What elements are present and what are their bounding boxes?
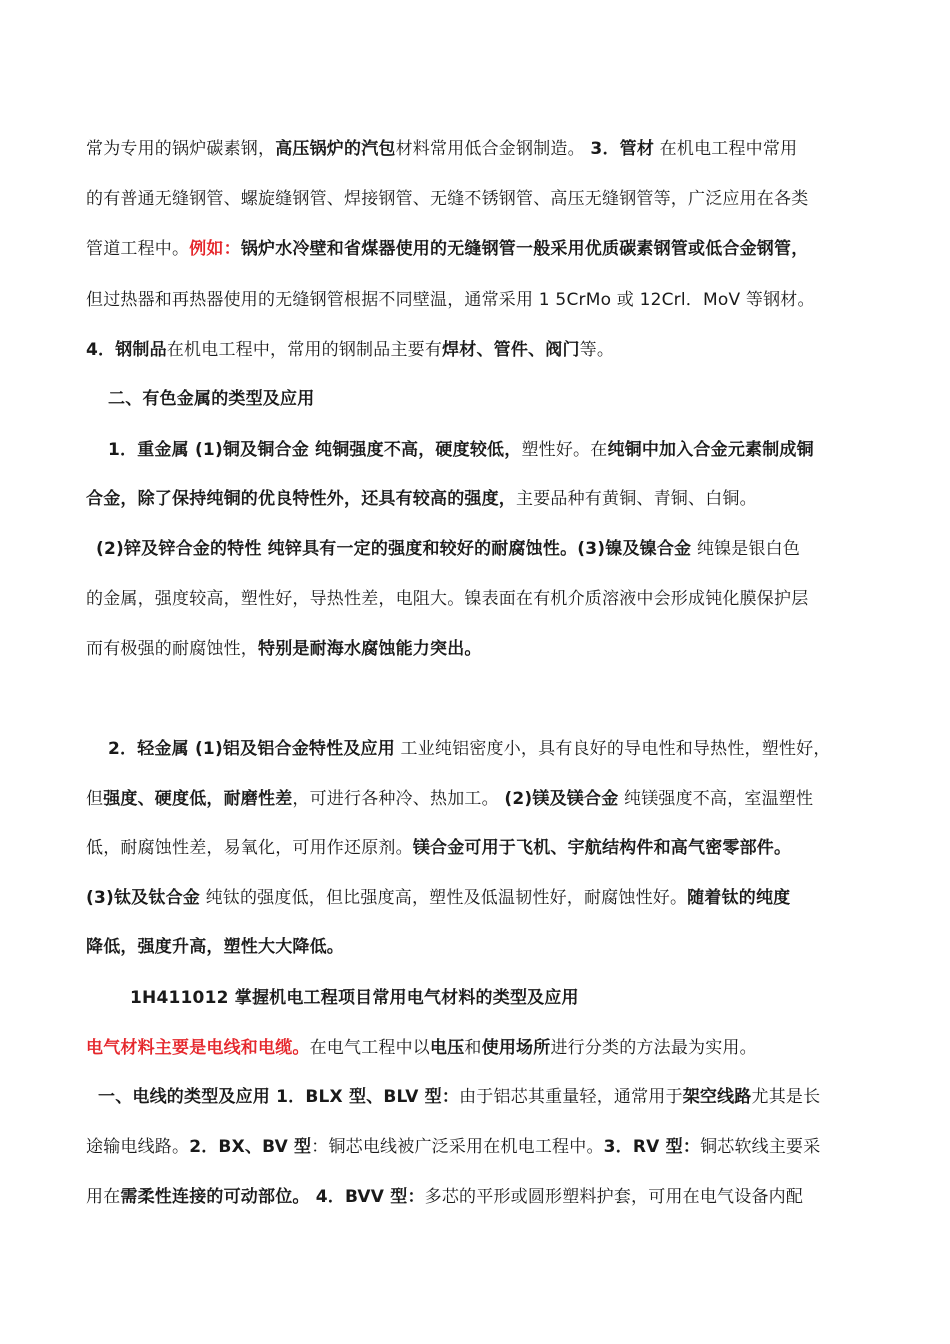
text-run: 用在 bbox=[86, 1187, 121, 1207]
text-line bbox=[86, 836, 791, 860]
bold-text: 降低，强度升高，塑性大大降低。 bbox=[86, 937, 344, 957]
text-run: 进行分类的方法最为实用。 bbox=[550, 1038, 757, 1058]
text-run: ：铜芯电线被广泛采用在机电工程中。 bbox=[311, 1137, 604, 1157]
text-run: ，可进行各种冷、热加工。 bbox=[292, 789, 505, 809]
text-line bbox=[86, 237, 808, 261]
text-run: 管道工程中。 bbox=[86, 239, 190, 259]
bold-text: 合金，除了保持纯铜的优良特性外，还具有较高的强度， bbox=[86, 489, 516, 509]
bold-text: 特别是耐海水腐蚀能力突出。 bbox=[258, 639, 482, 659]
text-line bbox=[86, 187, 808, 211]
text-line bbox=[86, 137, 797, 161]
text-line bbox=[86, 587, 808, 611]
text-run: 由于铝芯其重量轻，通常用于 bbox=[459, 1087, 683, 1107]
text-line bbox=[86, 487, 757, 511]
bold-text: 4．钢制品 bbox=[86, 340, 167, 360]
text-run: 纯镁强度不高，室温塑性 bbox=[618, 789, 814, 809]
bold-text: 1H411012 掌握机电工程项目常用电气材料的类型及应用 bbox=[130, 988, 579, 1008]
bold-text: (3)钛及钛合金 bbox=[86, 888, 200, 908]
red-highlight: 电气材料主要是电线和电缆。 bbox=[86, 1038, 310, 1058]
text-run: 途输电线路。 bbox=[86, 1137, 190, 1157]
bold-text: 锅炉水冷壁和省煤器使用的无缝钢管一般采用优质碳素钢管或低合金钢管， bbox=[240, 239, 809, 259]
bold-text: 3．管材 bbox=[590, 139, 655, 159]
text-run: 工业纯铝密度小，具有良好的导电性和导热性，塑性好， bbox=[394, 739, 831, 759]
text-line bbox=[98, 1085, 820, 1109]
text-run: 塑性好。在 bbox=[521, 440, 608, 460]
bold-text: 强度、硬度低，耐磨性差 bbox=[103, 789, 293, 809]
text-run: 在机电工程中，常用的钢制品主要有 bbox=[166, 340, 443, 360]
text-run: 常为专用的锅炉碳素钢， bbox=[86, 139, 276, 159]
text-run: 纯钛的强度低，但比强度高，塑性及低温韧性好，耐腐蚀性好。 bbox=[199, 888, 688, 908]
text-line bbox=[96, 537, 800, 561]
bold-text: 架空线路 bbox=[682, 1087, 752, 1107]
text-run: 的有普通无缝钢管、螺旋缝钢管、焊接钢管、无缝不锈钢管、高压无缝钢管等，广泛应用在各类 bbox=[86, 189, 809, 209]
text-run: 但 bbox=[86, 789, 104, 809]
bold-text: 2．BX、BV 型 bbox=[189, 1137, 312, 1157]
section-heading bbox=[108, 387, 314, 411]
text-line bbox=[86, 288, 815, 312]
text-line bbox=[86, 1185, 803, 1209]
bold-text: 一、电线的类型及应用 1．BLX 型、BLV 型： bbox=[98, 1087, 460, 1107]
text-line bbox=[86, 1036, 757, 1060]
text-run: 在机电工程中常用 bbox=[654, 139, 798, 159]
text-run: 而有极强的耐腐蚀性， bbox=[86, 639, 258, 659]
text-run: 低，耐腐蚀性差，易氧化，可用作还原剂。 bbox=[86, 838, 413, 858]
text-run: 和 bbox=[464, 1038, 482, 1058]
bold-text: 需柔性连接的可动部位。 4．BVV 型： bbox=[120, 1187, 425, 1207]
text-run: 等。 bbox=[579, 340, 615, 360]
text-line bbox=[86, 637, 482, 661]
text-line bbox=[86, 1135, 820, 1159]
text-line bbox=[108, 438, 814, 462]
bold-text: 1．重金属 (1)铜及铜合金 纯铜强度不高，硬度较低， bbox=[108, 440, 522, 460]
text-line bbox=[86, 935, 344, 959]
text-run: 主要品种有黄铜、青铜、白铜。 bbox=[516, 489, 757, 509]
text-run: 铜芯软线主要采 bbox=[700, 1137, 821, 1157]
bold-text: 使用场所 bbox=[481, 1038, 551, 1058]
text-line bbox=[86, 787, 813, 811]
text-run: 在电气工程中以 bbox=[309, 1038, 431, 1058]
bold-text: 焊材、管件、阀门 bbox=[442, 340, 580, 360]
bold-text: 2．轻金属 (1)铝及铝合金特性及应用 bbox=[108, 739, 395, 759]
bold-text: (2)锌及锌合金的特性 纯锌具有一定的强度和较好的耐腐蚀性。(3)镍及镍合金 bbox=[96, 539, 692, 559]
section-heading bbox=[130, 986, 579, 1010]
text-run: 但过热器和再热器使用的无缝钢管根据不同壁温，通常采用 1 5CrMo 或 12Crl．MoV 等钢材。 bbox=[86, 290, 815, 310]
red-highlight: 例如： bbox=[189, 239, 241, 259]
bold-text: 3．RV 型： bbox=[603, 1137, 701, 1157]
bold-text: 随着钛的纯度 bbox=[687, 888, 791, 908]
text-run: 尤其是长 bbox=[751, 1087, 821, 1107]
bold-text: (2)镁及镁合金 bbox=[504, 789, 619, 809]
bold-text: 纯铜中加入合金元素制成铜 bbox=[607, 440, 814, 460]
text-line bbox=[86, 886, 790, 910]
bold-text: 电压 bbox=[430, 1038, 465, 1058]
text-line bbox=[86, 338, 614, 362]
bold-text: 镁合金可用于飞机、宇航结构件和高气密零部件。 bbox=[412, 838, 792, 858]
text-run: 的金属，强度较高，塑性好，导热性差，电阻大。镍表面在有机介质溶液中会形成钝化膜保护层 bbox=[86, 589, 809, 609]
text-line bbox=[108, 737, 831, 761]
text-run: 材料常用低合金钢制造。 bbox=[395, 139, 591, 159]
text-run: 纯镍是银白色 bbox=[691, 539, 801, 559]
bold-text: 二、有色金属的类型及应用 bbox=[108, 389, 315, 409]
text-run: 多芯的平形或圆形塑料护套，可用在电气设备内配 bbox=[424, 1187, 804, 1207]
bold-text: 高压锅炉的汽包 bbox=[275, 139, 396, 159]
